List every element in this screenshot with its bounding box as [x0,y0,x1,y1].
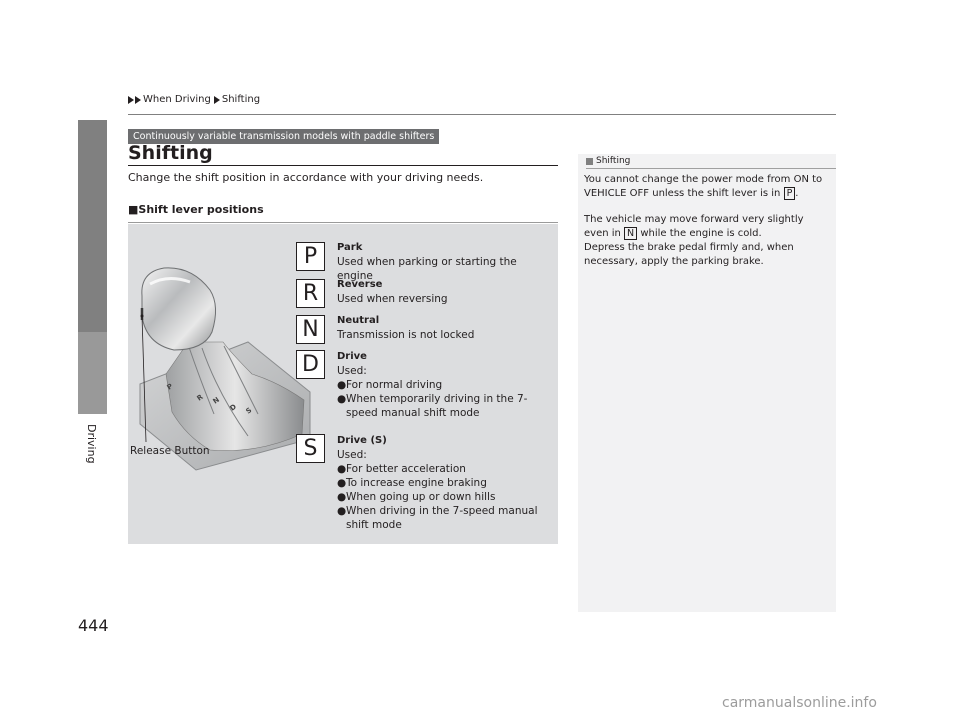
shift-lever-illustration [128,224,328,544]
note-body [584,173,830,269]
position-desc-reverse [337,278,552,306]
bullet-item: ● When temporarily driving in the 7-speed manual shift mode [337,393,528,419]
title-rule [128,165,558,166]
position-desc-drive [337,350,555,420]
bullet-icon: ● [337,477,347,489]
release-button-label: Release Button [130,445,210,457]
gate-letter: R [195,392,205,403]
intro-text: Change the shift position in accordance with your driving needs. [128,171,484,184]
bullet-item: ● For normal driving [337,379,443,391]
position-desc-drive-s [337,434,547,532]
position-letter-r: R [296,279,325,308]
bullet-icon: ● [337,463,347,475]
bullet-icon: ● [337,393,347,405]
note-rule [586,168,836,169]
arrow-right-icon [135,96,141,104]
model-badge: Continuously variable transmission models with paddle shifters [128,129,439,144]
note-paragraph: The vehicle may move forward very slightly even in N while the engine is cold. [584,214,804,239]
bullet-item: ● When going up or down hills [337,491,496,503]
note-title: Shifting [596,156,631,166]
page-number: 444 [78,616,109,635]
position-name: Neutral [337,315,380,326]
note-heading [586,156,630,166]
figure-rule [128,222,558,223]
bullet-icon: ● [337,505,347,517]
gate-letter: P [165,382,175,392]
position-line: Used when reversing [337,293,448,305]
header-rule [128,114,836,115]
bullet-icon: ● [337,379,347,391]
key-n-icon: N [624,227,637,240]
watermark: carmanualsonline.info [722,695,877,711]
position-letter-s: S [296,434,325,463]
position-name: Drive (S) [337,435,387,446]
position-letter-p: P [296,242,325,271]
position-name: Park [337,242,363,253]
bullet-item: ● To increase engine braking [337,477,487,489]
gate-letter: D [228,402,238,413]
bullet-item: ● When driving in the 7-speed manual shift mode [337,505,538,531]
position-line: Used when parking or starting the engine [337,256,517,282]
position-letter-n: N [296,315,325,344]
note-paragraph: Depress the brake pedal firmly and, when necessary, apply the parking brake. [584,242,794,267]
bullet-item: ● For better acceleration [337,463,466,475]
position-desc-neutral [337,314,552,342]
note-icon [586,158,593,165]
arrow-right-icon [128,96,134,104]
breadcrumb-item[interactable]: When Driving [143,94,211,105]
position-desc-park [337,241,552,283]
bullet-icon: ● [337,491,347,503]
subheading: ■Shift lever positions [128,203,264,216]
gate-letter: S [244,406,254,416]
breadcrumb [128,94,263,105]
position-letter-d: D [296,350,325,379]
sidebar-label: Driving [85,424,98,464]
position-name: Drive [337,351,367,362]
arrow-right-icon [214,96,220,104]
sidebar-tab-active [78,332,107,414]
breadcrumb-item[interactable]: Shifting [221,94,261,105]
position-line: Used: [337,365,367,377]
page-title: Shifting [128,142,213,164]
position-line: Transmission is not locked [337,329,475,341]
position-line: Used: [337,449,367,461]
note-paragraph: You cannot change the power mode from ON to VEHICLE OFF unless the shift lever is in P . [584,174,823,199]
position-name: Reverse [337,279,383,290]
key-p-icon: P [784,187,796,200]
gate-letter: N [211,395,221,406]
